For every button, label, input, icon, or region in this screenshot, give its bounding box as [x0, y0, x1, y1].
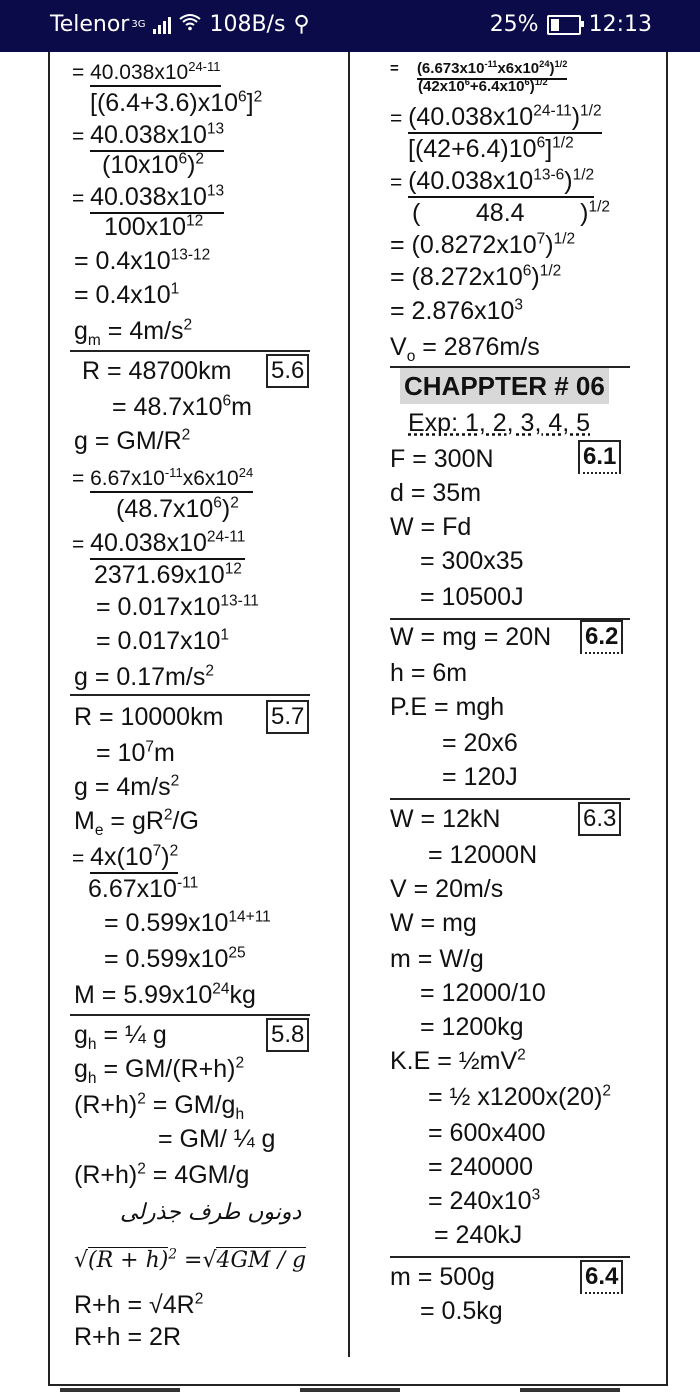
- equation-line: $√(R + h)^2 =√4GM / g$: [74, 1246, 307, 1273]
- battery-icon: [547, 15, 581, 35]
- equation-line: W = 12kN: [390, 805, 501, 833]
- equation-line: = 120J: [442, 763, 518, 791]
- problem-number-box: 5.6: [266, 354, 309, 388]
- equation-line: $g = 0.17m/s^2$: [74, 662, 214, 691]
- problem-number-box: 5.8: [266, 1018, 309, 1052]
- equation-line: F = 300N: [390, 445, 494, 473]
- network-speed: 108B/s: [209, 12, 286, 37]
- equation-line: = $240x10^3$: [428, 1186, 541, 1215]
- section-divider: [70, 1014, 310, 1016]
- equation-line: $g_h = GM/(R+h)^2$: [74, 1054, 245, 1087]
- problem-number-box: 6.1: [578, 440, 621, 474]
- equation-line: R+h = 2R: [74, 1323, 182, 1351]
- equation-line: = $40.038x10^{13}$: [72, 182, 224, 214]
- wifi-icon: [179, 12, 201, 37]
- equation-line: P.E = mgh: [390, 693, 505, 721]
- equation-line: = $(8.272x10^6)^{1/2}$: [390, 262, 562, 291]
- equation-line: V = 20m/s: [390, 875, 504, 903]
- equation-line: m = 500g: [390, 1263, 495, 1291]
- equation-line: $g = GM/R^2$: [74, 426, 191, 455]
- section-divider: [70, 694, 310, 696]
- usb-icon: ⚲: [293, 12, 310, 37]
- equation-line: $2371.69x10^{12}$: [94, 560, 242, 589]
- equation-line: W = mg: [390, 909, 477, 937]
- equation-line: $g = 4m/s^2$: [74, 772, 180, 801]
- equation-line: = 240000: [428, 1153, 533, 1181]
- page-border-right: [666, 52, 668, 1384]
- equation-line: h = 6m: [390, 659, 468, 687]
- equation-line: $g_m = 4m/s^2$: [74, 316, 193, 349]
- equation-line: = $0.599x10^{25}$: [104, 944, 246, 973]
- problem-number-box: 6.3: [578, 802, 621, 836]
- equation-line: $g_h$ = ¼ g: [74, 1021, 167, 1053]
- equation-line: = $2.876x10^3$: [390, 296, 524, 325]
- equation-line: = GM/ ¼ g: [158, 1125, 276, 1153]
- clock: 12:13: [588, 12, 652, 37]
- signal-icon: [153, 16, 171, 34]
- equation-line: = $10^7m$: [96, 738, 175, 767]
- equation-line: = $0.599x10^{14+11}$: [104, 908, 271, 937]
- equation-line: $(42x10^6+6.4x10^6)^{1/2}$: [418, 77, 548, 95]
- equation-line: = 10500J: [420, 583, 524, 611]
- carrier-name: Telenor: [50, 12, 130, 37]
- urdu-note: دونوں طرف جذرلی: [120, 1200, 302, 1225]
- equation-line: = $48.7x10^6m$: [112, 392, 252, 421]
- equation-line: = $(40.038x10^{13-6})^{1/2}$: [390, 166, 594, 198]
- equation-line: R = 48700km: [82, 357, 232, 385]
- equation-line: = $40.038x10^{24-11}$: [72, 528, 245, 560]
- equation-line: m = W/g: [390, 945, 484, 973]
- problem-number-box: 5.7: [266, 700, 309, 734]
- battery-percent: 25%: [489, 12, 539, 37]
- equation-line: W = mg = 20N: [390, 623, 552, 651]
- equation-line: ( 48.4 )$^{1/2}$: [412, 198, 611, 227]
- equation-line: = ½ $x1200x(20)^2$: [428, 1082, 612, 1111]
- equation-line: = 1200kg: [420, 1013, 524, 1041]
- equation-line: d = 35m: [390, 479, 482, 507]
- exercise-list: Exp: 1, 2, 3, 4, 5: [408, 409, 591, 437]
- section-divider: [390, 798, 630, 800]
- equation-line: = 240kJ: [434, 1221, 523, 1249]
- equation-line: = $0.017x10^1$: [96, 626, 230, 655]
- equation-line: $V_o = 2876m/s$: [390, 333, 540, 365]
- equation-line: $M = 5.99x10^{24}kg$: [74, 980, 256, 1009]
- equation-line: $6.67x10^{-11}$: [88, 874, 199, 903]
- equation-line: $100x10^{12}$: [104, 212, 204, 241]
- column-divider: [348, 52, 350, 1357]
- equation-line: $R+h = √4R^2$: [74, 1290, 204, 1319]
- equation-line: $(R+h)^2 = GM/g_h$: [74, 1090, 245, 1123]
- network-type: 3G: [131, 19, 146, 30]
- equation-line: = $(6.673x10^{-11}x6x10^{24})^{1/2}$: [390, 50, 567, 84]
- chapter-heading: CHAPPTER # 06: [400, 368, 609, 404]
- equation-line: = $(40.038x10^{24-11})^{1/2}$: [390, 102, 602, 134]
- equation-line: = 20x6: [442, 729, 518, 757]
- equation-line: = 600x400: [428, 1119, 546, 1147]
- equation-line: $(48.7x10^6)^2$: [116, 494, 239, 523]
- equation-line: = $40.038x10^{13}$: [72, 120, 224, 152]
- equation-line: $[(6.4+3.6)x10^6]^2$: [90, 88, 263, 117]
- scroll-edge: [520, 1388, 620, 1392]
- equation-line: $K.E = \frac{1}{2}mV^2$: [390, 1046, 526, 1075]
- equation-line: = 12000/10: [420, 979, 546, 1007]
- page-border-bottom: [48, 1384, 668, 1386]
- equation-line: $M_e = gR^2/G$: [74, 806, 199, 839]
- equation-line: = 300x35: [420, 547, 524, 575]
- problem-number-box: 6.2: [580, 620, 623, 654]
- equation-line: $(R+h)^2 = 4GM/g$: [74, 1160, 250, 1189]
- scroll-edge: [300, 1388, 400, 1392]
- equation-line: W = Fd: [390, 513, 472, 541]
- equation-line: $[(42+6.4)10^6]^{1/2}$: [408, 134, 574, 163]
- equation-line: = 0.5kg: [420, 1297, 503, 1325]
- equation-line: = 12000N: [428, 841, 538, 869]
- page-border-left: [48, 52, 50, 1384]
- scroll-edge: [60, 1388, 180, 1392]
- equation-line: = $6.67x10^{-11}x6x10^{24}$: [72, 462, 253, 494]
- equation-line: = $0.4x10^1$: [74, 280, 180, 309]
- equation-line: = $40.038x10^{24-11}$: [72, 58, 221, 88]
- problem-number-box: 6.4: [580, 1260, 623, 1294]
- equation-line: = $0.017x10^{13-11}$: [96, 592, 259, 621]
- equation-line: R = 10000km: [74, 703, 224, 731]
- section-divider: [390, 1256, 630, 1258]
- equation-line: $(10x10^6)^2$: [102, 150, 205, 179]
- equation-line: = $4x(10^7)^2$: [72, 842, 178, 874]
- equation-line: = $(0.8272x10^7)^{1/2}$: [390, 230, 576, 259]
- section-divider: [70, 350, 310, 352]
- equation-line: = $0.4x10^{13-12}$: [74, 246, 211, 275]
- status-bar: [0, 0, 700, 52]
